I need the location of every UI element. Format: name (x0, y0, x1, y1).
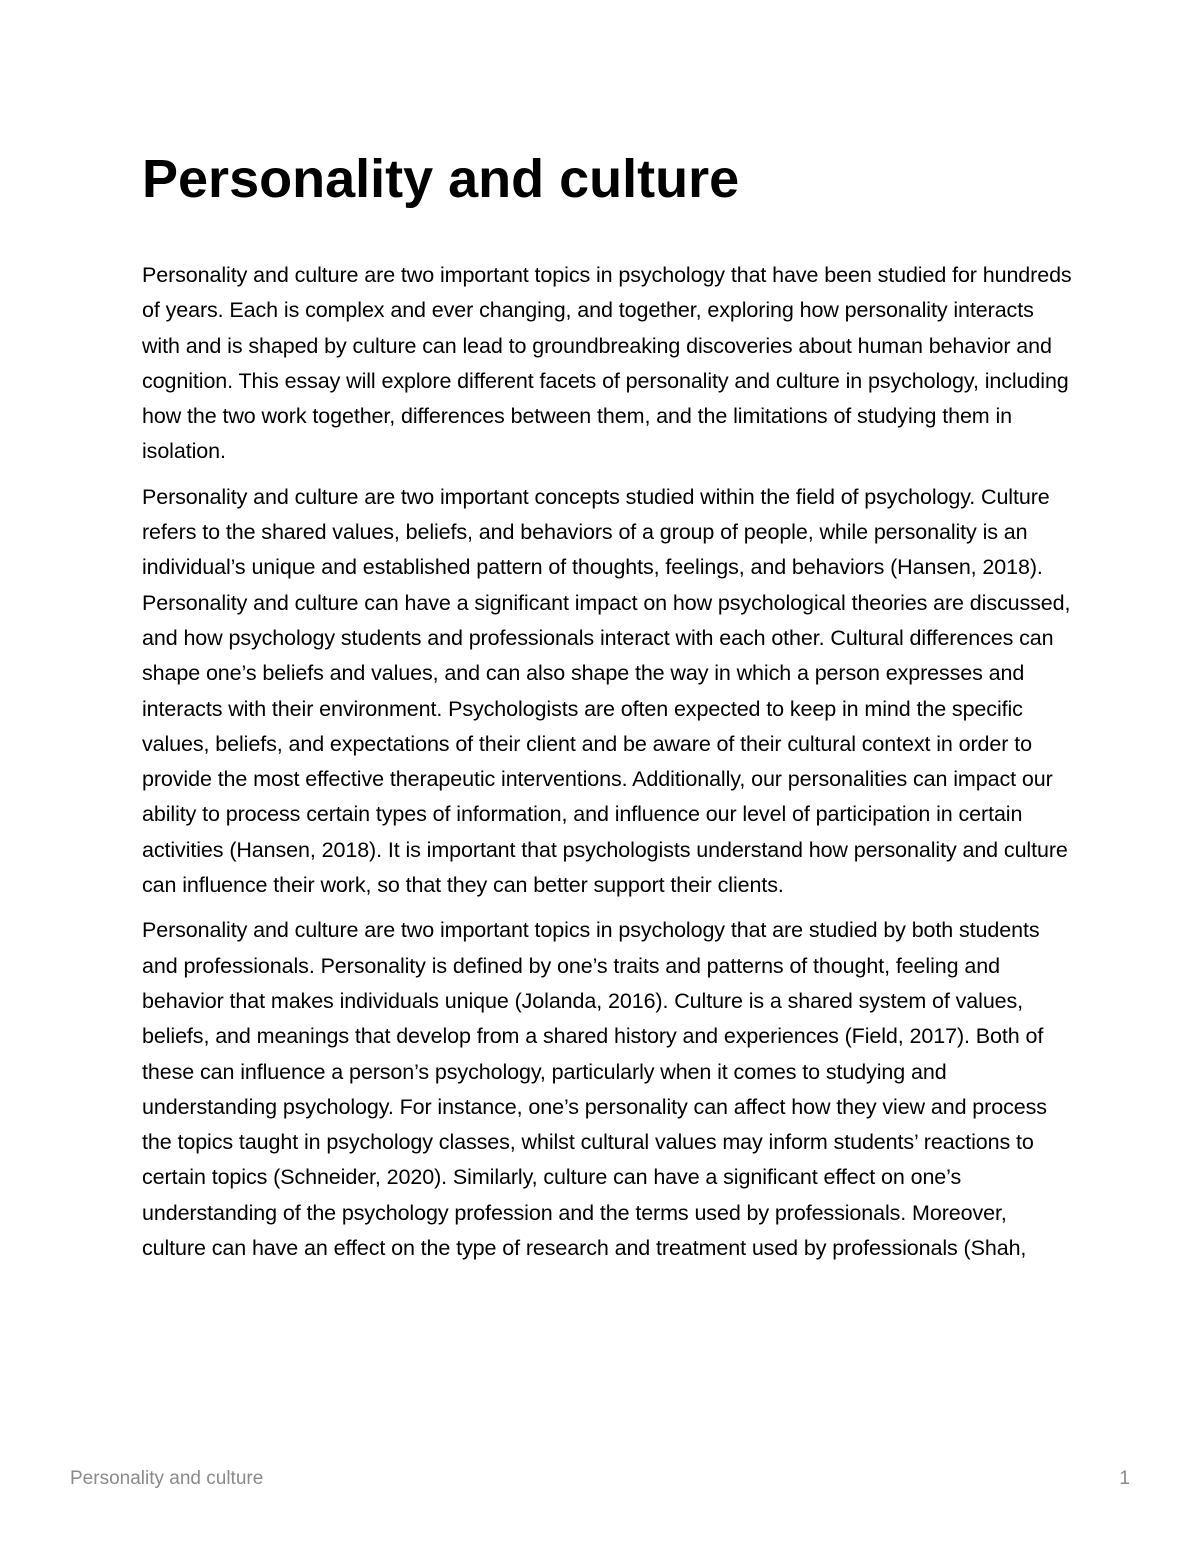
paragraph-3: Personality and culture are two important topics in psychology that are studied by both students and professionals. Personality is defined by one’s traits and patterns of thought, feeling and behavior that makes individuals unique (Jolanda, 2016). Culture is a shared system of values, beliefs, and meanings that develop from a shared history and experiences (Field, 2017). Both of these can influence a person’s psychology, particularly when it comes to studying and understanding psychology. For instance, one’s personality can affect how they view and process the topics taught in psychology classes, whilst cultural values may inform students’ reactions to certain topics (Schneider, 2020). Similarly, culture can have a significant effect on one’s understanding of the psychology profession and the terms used by professionals. Moreover, culture can have an effect on the type of research and treatment used by professionals (Shah, (142, 918, 1047, 1261)
footer-title: Personality and culture (70, 1468, 264, 1489)
document-content (142, 140, 1072, 1276)
paragraph-2: Personality and culture are two important concepts studied within the field of psychology. Culture refers to the shared values, beliefs, and behaviors of a group of people, while personality is an individual’s unique and established pattern of thoughts, feelings, and behaviors (Hansen, 2018). Personality and culture can have a significant impact on how psychological theories are discussed, and how psychology students and professionals interact with each other. Cultural differences can shape one’s beliefs and values, and can also shape the way in which a person expresses and interacts with their environment. Psychologists are often expected to keep in mind the specific values, beliefs, and expectations of their client and be aware of their cultural context in order to provide the most effective therapeutic interventions. Additionally, our personalities can impact our ability to process certain types of information, and influence our level of participation in certain activities (Hansen, 2018). It is important that psychologists understand how personality and culture can influence their work, so that they can better support their clients. (142, 484, 1071, 898)
paragraph-1: Personality and culture are two important topics in psychology that have been studied for hundreds of years. Each is complex and ever changing, and together, exploring how personality interacts with and is shaped by culture can lead to groundbreaking discoveries about human behavior and cognition. This essay will explore different facets of personality and culture in psychology, including how the two work together, differences between them, and the limitations of studying them in isolation. (142, 263, 1072, 464)
document-body (142, 258, 1072, 1266)
page-number: 1 (1119, 1468, 1130, 1489)
document-title: Personality and culture (142, 149, 740, 209)
